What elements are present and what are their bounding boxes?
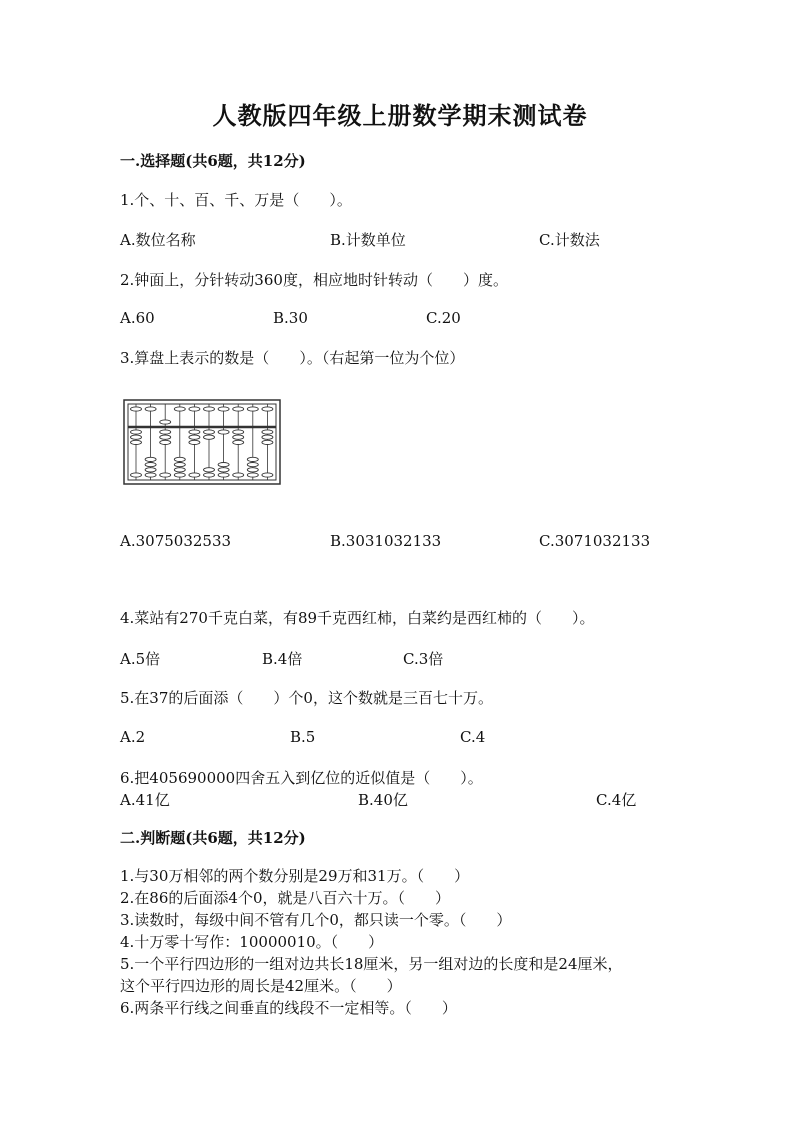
- abacus-lower-bead: [189, 473, 200, 477]
- q1-option-b: B.计数单位: [330, 231, 406, 249]
- abacus-lower-bead: [262, 435, 273, 439]
- abacus-lower-bead: [131, 435, 142, 439]
- abacus-lower-bead: [233, 430, 244, 434]
- q3-option-b: B.3031032133: [330, 532, 442, 550]
- question-1-stem: 1.个、十、百、千、万是（ ）。: [120, 191, 352, 209]
- abacus-lower-bead: [174, 457, 185, 461]
- abacus-upper-bead: [145, 407, 156, 411]
- q6-option-b: B.40亿: [358, 791, 408, 809]
- abacus-lower-bead: [218, 430, 229, 434]
- abacus-upper-bead: [174, 407, 185, 411]
- abacus-lower-bead: [247, 457, 258, 461]
- question-5-stem: 5.在37的后面添（ ）个0，这个数就是三百七十万。: [120, 689, 493, 707]
- abacus-lower-bead: [160, 435, 171, 439]
- abacus-lower-bead: [262, 440, 273, 444]
- abacus-lower-bead: [247, 463, 258, 467]
- abacus-lower-bead: [247, 473, 258, 477]
- abacus-lower-bead: [160, 430, 171, 434]
- abacus-upper-bead: [233, 407, 244, 411]
- question-6-stem: 6.把405690000四舍五入到亿位的近似值是（ ）。: [120, 769, 483, 787]
- abacus-lower-bead: [174, 463, 185, 467]
- q2-option-b: B.30: [273, 309, 308, 327]
- q4-option-c: C.3倍: [403, 650, 444, 668]
- judgement-line-4: 4.十万零十写作：10000010。（ ）: [120, 933, 384, 951]
- abacus-lower-bead: [218, 468, 229, 472]
- abacus-upper-bead: [218, 407, 229, 411]
- abacus-lower-bead: [145, 457, 156, 461]
- q2-option-a: A.60: [120, 309, 155, 327]
- q1-option-c: C.计数法: [539, 231, 600, 249]
- abacus-lower-bead: [131, 473, 142, 477]
- abacus-lower-bead: [131, 440, 142, 444]
- q6-option-c: C.4亿: [596, 791, 637, 809]
- section-heading-judgement: 二.判断题(共6题，共12分): [120, 829, 306, 847]
- judgement-line-3: 3.读数时，每级中间不管有几个0，都只读一个零。（ ）: [120, 911, 512, 929]
- abacus-upper-bead: [160, 420, 171, 424]
- judgement-line-6: 6.两条平行线之间垂直的线段不一定相等。（ ）: [120, 999, 457, 1017]
- abacus-lower-bead: [189, 430, 200, 434]
- q5-option-c: C.4: [460, 728, 486, 746]
- abacus-lower-bead: [262, 430, 273, 434]
- abacus-lower-bead: [233, 440, 244, 444]
- abacus-lower-bead: [262, 473, 273, 477]
- abacus-lower-bead: [204, 435, 215, 439]
- abacus-lower-bead: [204, 430, 215, 434]
- judgement-line-1: 1.与30万相邻的两个数分别是29万和31万。（ ）: [120, 867, 470, 885]
- abacus-lower-bead: [189, 440, 200, 444]
- abacus-upper-bead: [189, 407, 200, 411]
- abacus-image: [122, 398, 282, 486]
- q1-option-a: A.数位名称: [120, 231, 196, 249]
- q4-option-b: B.4倍: [262, 650, 303, 668]
- abacus-lower-bead: [174, 468, 185, 472]
- abacus-lower-bead: [145, 463, 156, 467]
- question-4-stem: 4.菜站有270千克白菜，有89千克西红柿，白菜约是西红柿的（ ）。: [120, 609, 595, 627]
- abacus-upper-bead: [131, 407, 142, 411]
- judgement-line-5a: 5.一个平行四边形的一组对边共长18厘米，另一组对边的长度和是24厘米，: [120, 955, 623, 973]
- abacus-lower-bead: [247, 468, 258, 472]
- judgement-line-2: 2.在86的后面添4个0，就是八百六十万。（ ）: [120, 889, 450, 907]
- q2-option-c: C.20: [426, 309, 461, 327]
- question-3-stem: 3.算盘上表示的数是（ ）。（右起第一位为个位）: [120, 349, 465, 367]
- abacus-lower-bead: [174, 473, 185, 477]
- abacus-lower-bead: [145, 468, 156, 472]
- q3-option-c: C.3071032133: [539, 532, 651, 550]
- abacus-upper-bead: [247, 407, 258, 411]
- abacus-lower-bead: [218, 463, 229, 467]
- abacus-lower-bead: [204, 468, 215, 472]
- q6-option-a: A.41亿: [120, 791, 170, 809]
- abacus-lower-bead: [233, 473, 244, 477]
- q5-option-b: B.5: [290, 728, 316, 746]
- abacus-lower-bead: [233, 435, 244, 439]
- abacus-lower-bead: [160, 473, 171, 477]
- q5-option-a: A.2: [120, 728, 146, 746]
- abacus-lower-bead: [189, 435, 200, 439]
- page-title: 人教版四年级上册数学期末测试卷: [212, 101, 588, 130]
- abacus-upper-bead: [262, 407, 273, 411]
- q4-option-a: A.5倍: [120, 650, 161, 668]
- abacus-lower-bead: [160, 440, 171, 444]
- judgement-line-5b: 这个平行四边形的周长是42厘米。（ ）: [120, 977, 402, 995]
- abacus-lower-bead: [145, 473, 156, 477]
- q3-option-a: A.3075032533: [120, 532, 232, 550]
- abacus-lower-bead: [131, 430, 142, 434]
- abacus-upper-bead: [204, 407, 215, 411]
- abacus-lower-bead: [218, 473, 229, 477]
- question-2-stem: 2.钟面上，分针转动360度，相应地时针转动（ ）度。: [120, 271, 508, 289]
- abacus-lower-bead: [204, 473, 215, 477]
- section-heading-choice: 一.选择题(共6题，共12分): [120, 152, 306, 170]
